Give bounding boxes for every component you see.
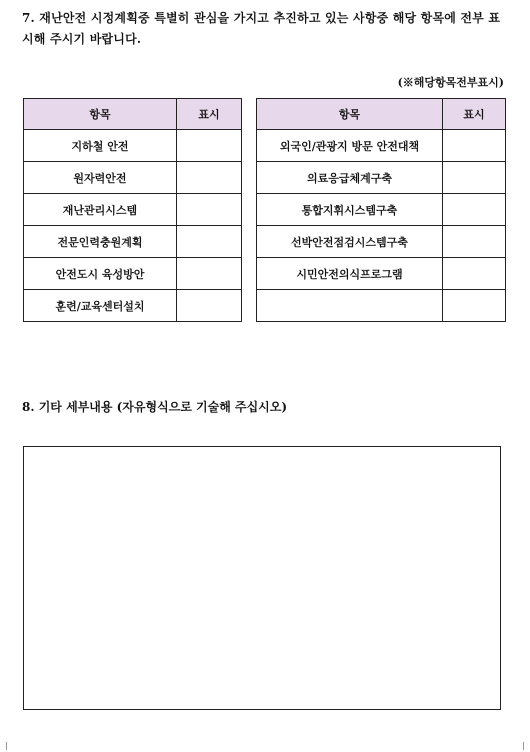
- item-label: 원자력안전: [24, 162, 177, 194]
- items-table-left: [23, 98, 242, 322]
- item-label: 훈련/교육센터설치: [24, 290, 177, 322]
- mark-cell[interactable]: [177, 258, 242, 290]
- mark-cell[interactable]: [443, 130, 506, 162]
- item-label: [257, 290, 443, 322]
- table-row: [257, 130, 506, 162]
- header-item: 항목: [257, 99, 443, 130]
- mark-cell[interactable]: [177, 130, 242, 162]
- table-row: [24, 258, 242, 290]
- mark-cell[interactable]: [443, 290, 506, 322]
- item-label: 선박안전점검시스템구축: [257, 226, 443, 258]
- table-row: [24, 130, 242, 162]
- table-row: [24, 162, 242, 194]
- page-corner-mark: [6, 742, 15, 750]
- item-label: 외국인/관광지 방문 안전대책: [257, 130, 443, 162]
- mark-cell[interactable]: [443, 258, 506, 290]
- question-7-text: 7. 재난안전 시정계획중 특별히 관심을 가지고 추진하고 있는 사항중 해당 항목에 전부 표시해 주시기 바랍니다.: [22, 11, 501, 46]
- item-label: 재난관리시스템: [24, 194, 177, 226]
- header-item: 항목: [24, 99, 177, 130]
- table-row: [257, 290, 506, 322]
- header-mark: 표시: [443, 99, 506, 130]
- item-label: 안전도시 육성방안: [24, 258, 177, 290]
- table-row: [257, 258, 506, 290]
- table-row: [24, 226, 242, 258]
- items-table-right: [256, 98, 506, 322]
- table-row: [24, 194, 242, 226]
- table-row: [257, 194, 506, 226]
- item-label: 의료응급체계구축: [257, 162, 443, 194]
- free-text-answer-box[interactable]: [23, 446, 501, 710]
- header-mark: 표시: [177, 99, 242, 130]
- mark-cell[interactable]: [443, 162, 506, 194]
- table-row: [257, 162, 506, 194]
- mark-cell[interactable]: [177, 194, 242, 226]
- mark-all-note: (※해당항목전부표시): [397, 76, 504, 89]
- item-label: 시민안전의식프로그램: [257, 258, 443, 290]
- question-8-text: 8. 기타 세부내용 (자유형식으로 기술해 주십시오): [22, 400, 288, 414]
- page-corner-mark: [515, 742, 524, 750]
- mark-cell[interactable]: [443, 226, 506, 258]
- table-row: [257, 226, 506, 258]
- item-label: 통합지휘시스템구축: [257, 194, 443, 226]
- mark-cell[interactable]: [177, 226, 242, 258]
- item-label: 지하철 안전: [24, 130, 177, 162]
- mark-cell[interactable]: [443, 194, 506, 226]
- mark-cell[interactable]: [177, 162, 242, 194]
- item-label: 전문인력충원계획: [24, 226, 177, 258]
- table-row: [24, 290, 242, 322]
- mark-cell[interactable]: [177, 290, 242, 322]
